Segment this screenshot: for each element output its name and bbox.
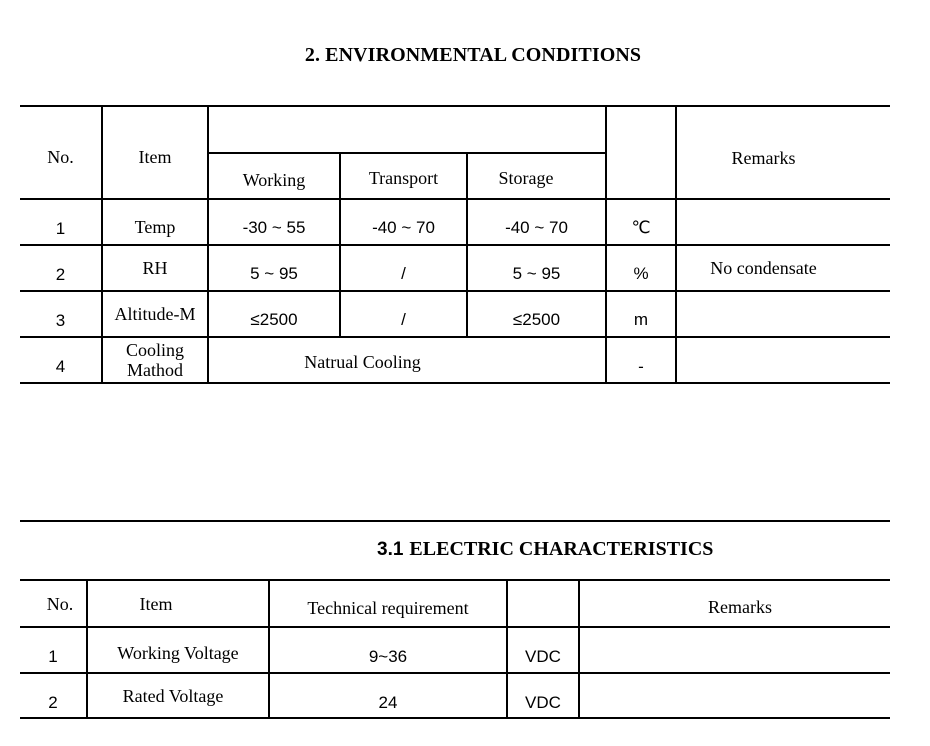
env-cell-no: 1 [55, 219, 66, 238]
elec-cell-no: 2 [48, 693, 58, 712]
env-cell-item-line2: Mathod [127, 360, 183, 380]
elec-cell-unit: VDC [525, 647, 561, 666]
env-cell-storage: -40 ~ 70 [505, 218, 568, 237]
elec-cell-item: Working Voltage [117, 642, 239, 663]
env-row-divider [20, 336, 890, 338]
env-cell-no: 2 [55, 265, 66, 284]
env-cell-unit: - [638, 357, 644, 376]
env-header-transport: Transport [368, 167, 439, 188]
env-table-top-border [20, 105, 890, 107]
env-cell-transport: / [401, 264, 406, 283]
env-col-divider [605, 105, 607, 384]
env-cell-working: -30 ~ 55 [242, 218, 306, 237]
env-row-divider [20, 290, 890, 292]
elec-cell-no: 1 [48, 647, 58, 666]
elec-header-no: No. [46, 593, 74, 614]
env-cell-remarks [677, 213, 850, 243]
elec-header-requirement: Technical requirement [307, 597, 469, 618]
elec-cell-remarks [580, 688, 890, 718]
env-header-remarks: Remarks [731, 147, 796, 168]
env-cell-item-line1: Cooling [125, 340, 184, 360]
env-cell-storage: ≤2500 [512, 310, 561, 329]
elec-section-title-text: ELECTRIC CHARACTERISTICS [409, 538, 714, 560]
env-cell-transport: -40 ~ 70 [372, 218, 435, 237]
elec-cell-requirement: 9~36 [368, 647, 408, 666]
env-subheader-divider [208, 152, 607, 154]
elec-section-title [377, 538, 713, 561]
env-cell-item: Altitude-M [114, 303, 196, 324]
env-header-bottom-border [20, 198, 890, 200]
env-cell-item: RH [142, 257, 168, 278]
elec-cell-unit: VDC [525, 693, 561, 712]
env-cell-working: ≤2500 [250, 310, 298, 329]
env-cell-storage: 5 ~ 95 [512, 264, 561, 283]
env-col-divider [207, 105, 209, 384]
elec-row-divider [20, 672, 890, 674]
env-cell-remarks [677, 350, 850, 380]
env-cell-unit: m [633, 310, 649, 329]
elec-cell-requirement: 24 [378, 693, 398, 712]
elec-header-bottom-border [20, 626, 890, 628]
env-cell-transport: / [401, 310, 406, 329]
elec-header-item: Item [139, 593, 173, 614]
env-cell-merged-value: Natrual Cooling [304, 351, 421, 372]
elec-table-top-border [20, 579, 890, 581]
env-header-storage: Storage [498, 167, 554, 188]
env-header-no: No. [47, 146, 74, 167]
elec-cell-item: Rated Voltage [122, 685, 224, 706]
elec-section-number: 3.1 [377, 539, 404, 560]
env-table-bottom-border [20, 382, 890, 384]
elec-header-remarks: Remarks [708, 596, 772, 617]
section-separator-line [20, 520, 890, 522]
elec-cell-remarks [580, 642, 890, 672]
env-header-item: Item [138, 146, 172, 167]
env-cell-remarks [677, 305, 850, 335]
env-cell-unit: ℃ [631, 218, 651, 237]
env-cell-unit: % [633, 264, 649, 283]
env-cell-no: 3 [55, 311, 66, 330]
env-cell-no: 4 [55, 357, 66, 376]
env-cell-working: 5 ~ 95 [250, 264, 298, 283]
env-cell-item: Temp [134, 216, 176, 237]
env-row-divider [20, 244, 890, 246]
env-cell-remarks: No condensate [710, 257, 817, 278]
env-section-title: 2. ENVIRONMENTAL CONDITIONS [304, 44, 642, 66]
env-cell-item [103, 340, 207, 380]
env-header-working: Working [242, 169, 306, 190]
